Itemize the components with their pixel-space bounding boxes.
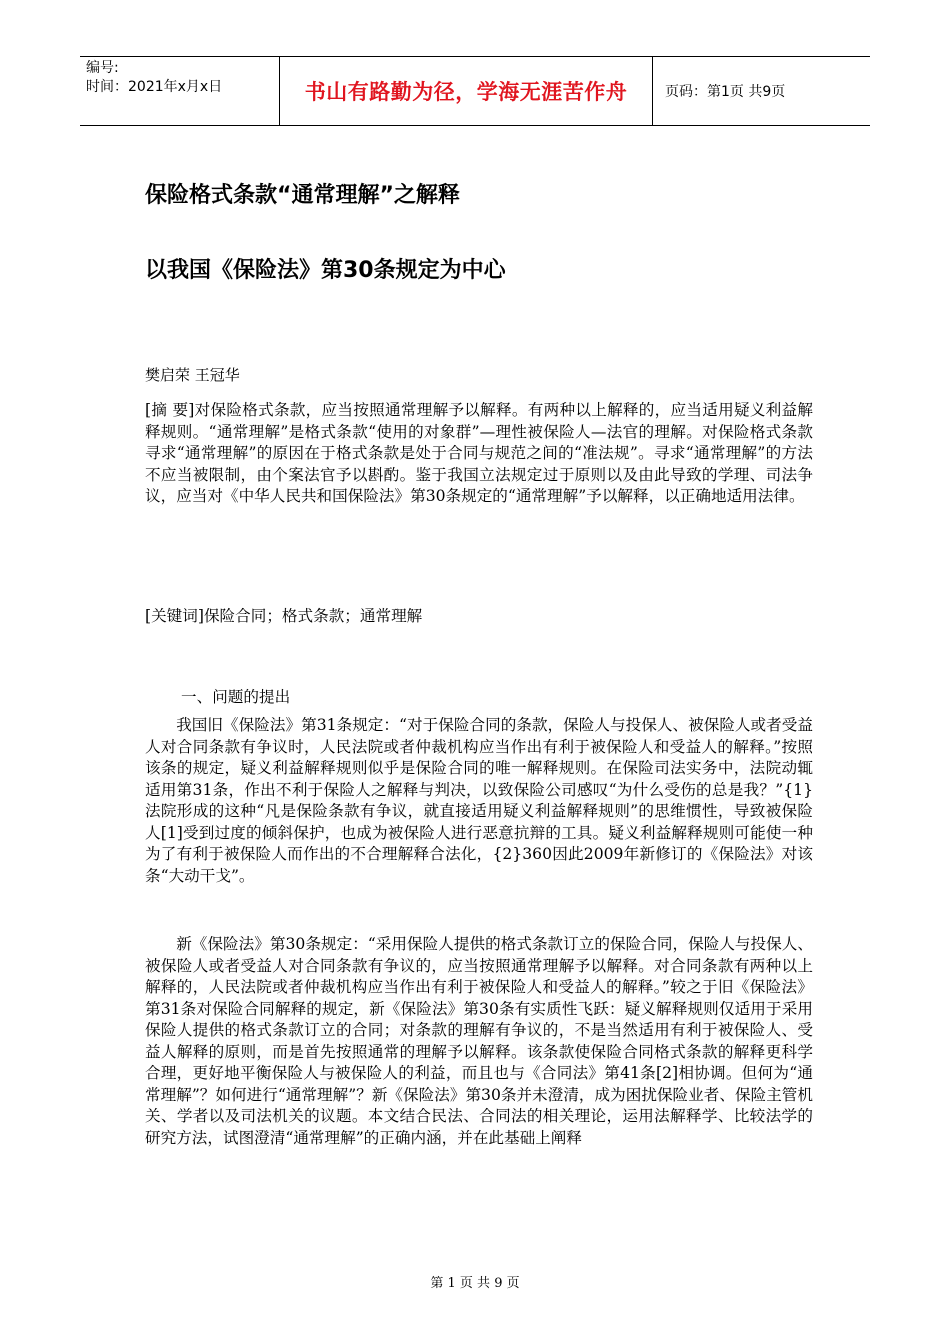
page-header: [80, 56, 870, 126]
document-number-label: 编号:: [86, 60, 119, 76]
header-motto: 书山有路勤为径，学海无涯苦作舟: [280, 57, 653, 125]
abstract-paragraph: [摘 要]对保险格式条款，应当按照通常理解予以解释。有两种以上解释的，应当适用疑义利益解释规则。“通常理解”是格式条款“使用的对象群”—理性被保险人—法官的理解。对保险格式条款寻求“通常理解”的原因在于格式条款是处于合同与规范之间的“准法规”。寻求“通常理解”的方法不应当被限制，由个案法官予以斟酌。鉴于我国立法规定过于原则以及由此导致的学理、司法争议，应当对《中华人民共和国保险法》第30条规定的“通常理解”予以解释，以正确地适用法律。: [145, 401, 813, 505]
section-heading: 一、问题的提出: [181, 688, 291, 706]
header-meta: [80, 57, 280, 125]
body-paragraph-1: 我国旧《保险法》第31条规定：“对于保险合同的条款，保险人与投保人、被保险人或者受益人对合同条款有争议时，人民法院或者仲裁机构应当作出有利于被保险人和受益人的解释。”按照该条的规定，疑义利益解释规则似乎是保险合同的唯一解释规则。在保险司法实务中，法院动辄适用第31条，作出不利于保险人之解释与判决，以致保险公司感叹“为什么受伤的总是我？”{1}法院形成的这种“凡是保险条款有争议，就直接适用疑义利益解释规则”的思维惯性，导致被保险人[1]受到过度的倾斜保护，也成为被保险人进行恶意抗辩的工具。疑义利益解释规则可能使一种为了有利于被保险人而作出的不合理解释合法化，{2}360因此2009年新修订的《保险法》对该条“大动干戈”。: [145, 716, 813, 885]
document-subtitle: 以我国《保险法》第30条规定为中心: [145, 258, 506, 283]
document-time-label: 时间：2021年x月x日: [86, 79, 223, 95]
document-title: 保险格式条款“通常理解”之解释: [145, 183, 460, 208]
page-footer: 第 1 页 共 9 页: [430, 1276, 520, 1291]
keywords-paragraph: [关键词]保险合同；格式条款；通常理解: [145, 607, 423, 625]
body-paragraph-2: 新《保险法》第30条规定：“采用保险人提供的格式条款订立的保险合同，保险人与投保人、被保险人或者受益人对合同条款有争议的，应当按照通常理解予以解释。对合同条款有两种以上解释的，人民法院或者仲裁机构应当作出有利于被保险人和受益人的解释。”较之于旧《保险法》第31条对保险合同解释的规定，新《保险法》第30条有实质性飞跃：疑义解释规则仅适用于采用保险人提供的格式条款订立的合同；对条款的理解有争议的，不是当然适用有利于被保险人、受益人解释的原则，而是首先按照通常的理解予以解释。该条款使保险合同格式条款的解释更科学合理，更好地平衡保险人与被保险人的利益，而且也与《合同法》第41条[2]相协调。但何为“通常理解”？如何进行“通常理解”？新《保险法》第30条并未澄清，成为困扰保险业者、保险主管机关、学者以及司法机关的议题。本文结合民法、合同法的相关理论，运用法解释学、比较法学的研究方法，试图澄清“通常理解”的正确内涵，并在此基础上阐释: [145, 935, 813, 1147]
header-page-info: 页码：第1页 共9页: [665, 84, 786, 100]
document-authors: 樊启荣 王冠华: [145, 366, 240, 384]
